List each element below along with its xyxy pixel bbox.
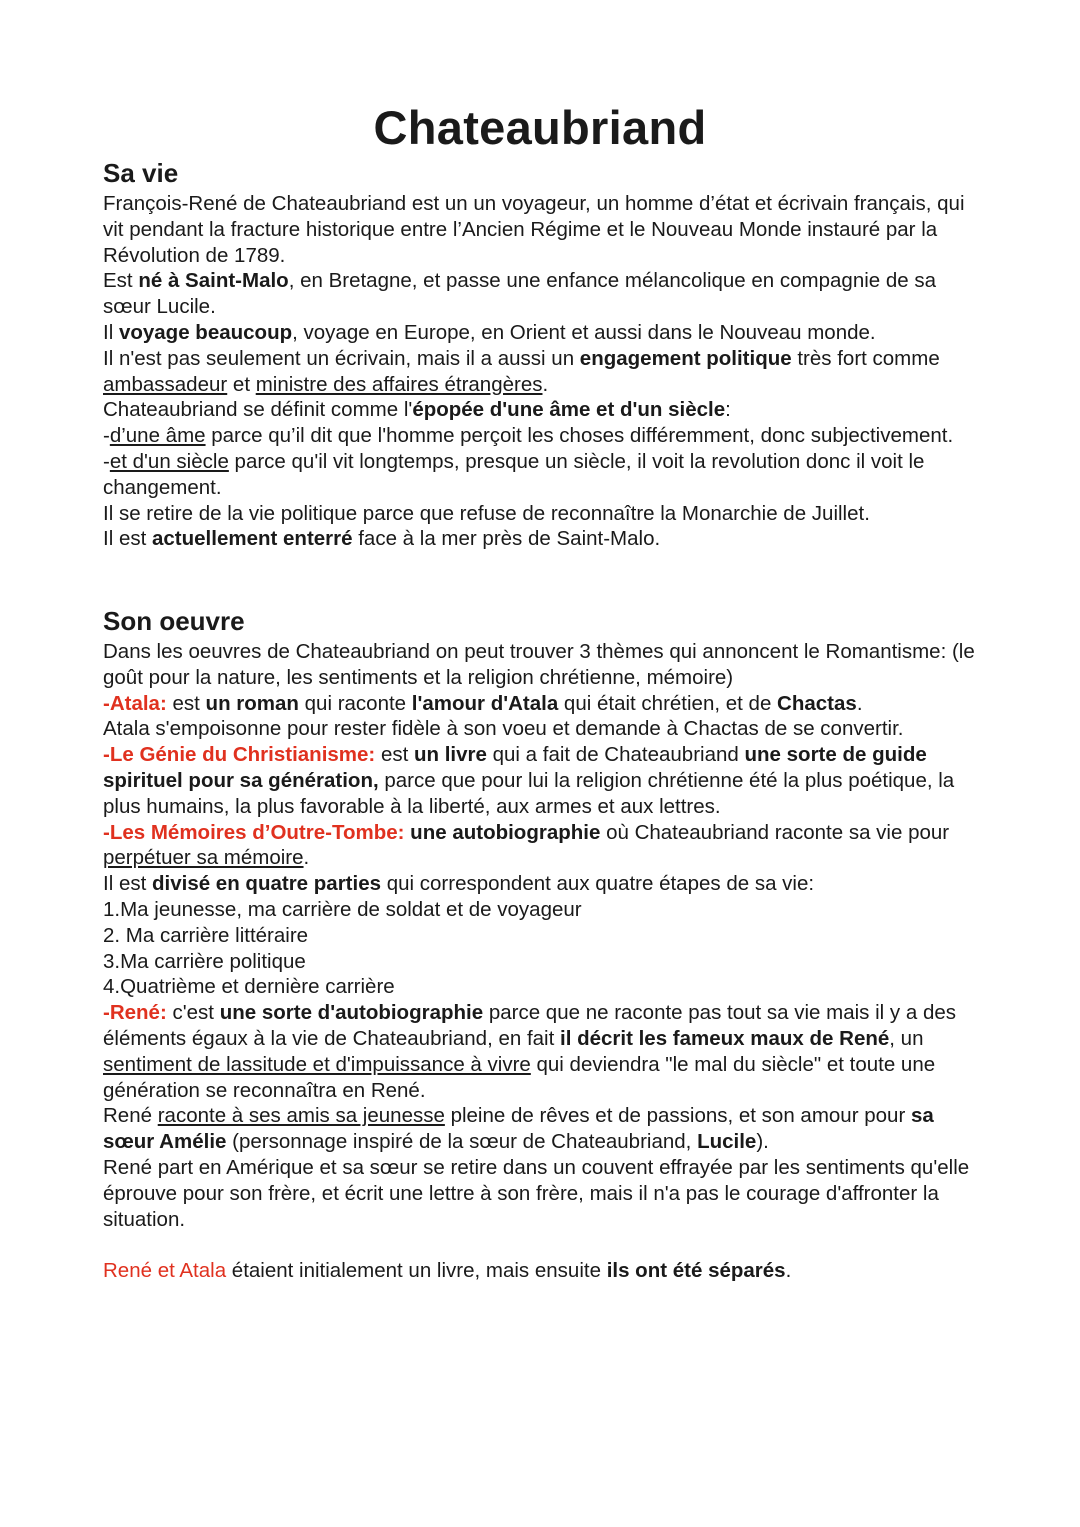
list-item: 2. Ma carrière littéraire (103, 923, 309, 947)
paragraph: Il est divisé en quatre parties qui correspondent aux quatre étapes de sa vie: (103, 872, 815, 896)
paragraph: René part en Amérique et sa sœur se retire dans un couvent effrayée par les sentiments qu'elle éprouve pour son frère, et écrit une lettre à son frère, mais il n'a pas le courage d'affronter la situation. (103, 1155, 970, 1231)
paragraph: Dans les oeuvres de Chateaubriand on peut trouver 3 thèmes qui annoncent le Romantisme: (le goût pour la nature, les sentiments et la religion chrétienne, mémoire) (103, 640, 975, 689)
list-item: 1.Ma jeunesse, ma carrière de soldat et de voyageur (103, 897, 582, 921)
paragraph: -d’une âme parce qu’il dit que l'homme perçoit les choses différemment, donc subjectivement. (103, 424, 954, 448)
paragraph: Est né à Saint-Malo, en Bretagne, et passe une enfance mélancolique en compagnie de sa sœur Lucile. (103, 269, 937, 319)
paragraph: François-René de Chateaubriand est un un voyageur, un homme d’état et écrivain français, qui vit pendant la fracture historique entre l’Ancien Régime et le Nouveau Monde instauré par la Révolution de 1789. (103, 192, 965, 267)
paragraph: Chateaubriand se définit comme l'épopée d'une âme et d'un siècle: (103, 398, 731, 422)
paragraph-atala: -Atala: est un roman qui raconte l'amour d'Atala qui était chrétien, et de Chactas. (103, 691, 863, 715)
paragraph: -et d'un siècle parce qu'il vit longtemps, presque un siècle, il voit la revolution donc il voit le changement. (103, 449, 925, 499)
list-item: 3.Ma carrière politique (103, 949, 306, 973)
paragraph-rene: -René: c'est une sorte d'autobiographie parce que ne raconte pas tout sa vie mais il y a des éléments égaux à la vie de Chateaubriand, en fait il décrit les fameux maux de René, un sentiment de lassitude et d'impuissance à vivre qui deviendra "le mal du siècle" et toute une génération se reconnaîtra en René. (103, 1001, 957, 1102)
paragraph-genie: -Le Génie du Christianisme: est un livre qui a fait de Chateaubriand une sorte de guide spirituel pour sa génération, parce que pour lui la religion chrétienne été la plus poétique, la plus humains, la plus favorable à la liberté, aux armes et aux lettres. (103, 743, 955, 818)
paragraph-memoires: -Les Mémoires d’Outre-Tombe: une autobiographie où Chateaubriand raconte sa vie pour perpétuer sa mémoire. (103, 820, 950, 870)
list-item: 4.Quatrième et dernière carrière (103, 975, 395, 999)
paragraph: Il est actuellement enterré face à la mer près de Saint-Malo. (103, 527, 661, 551)
page-title: Chateaubriand (373, 101, 707, 154)
section-son-oeuvre-body (103, 639, 983, 1284)
spacer (103, 1232, 983, 1258)
paragraph: Atala s'empoisonne pour rester fidèle à son voeu et demande à Chactas de se convertir. (103, 717, 904, 741)
section-heading-son-oeuvre: Son oeuvre (103, 606, 245, 636)
paragraph: Il n'est pas seulement un écrivain, mais il a aussi un engagement politique très fort comme ambassadeur et ministre des affaires étrangères. (103, 346, 940, 396)
section-sa-vie-body (103, 191, 983, 552)
paragraph: René raconte à ses amis sa jeunesse pleine de rêves et de passions, et son amour pour sa sœur Amélie (personnage inspiré de la sœur de Chateaubriand, Lucile). (103, 1104, 934, 1154)
paragraph: Il voyage beaucoup, voyage en Europe, en Orient et aussi dans le Nouveau monde. (103, 320, 876, 344)
section-heading-sa-vie: Sa vie (103, 158, 179, 188)
paragraph: Il se retire de la vie politique parce que refuse de reconnaître la Monarchie de Juillet. (103, 501, 870, 525)
paragraph-final: René et Atala étaient initialement un livre, mais ensuite ils ont été séparés. (103, 1259, 792, 1283)
